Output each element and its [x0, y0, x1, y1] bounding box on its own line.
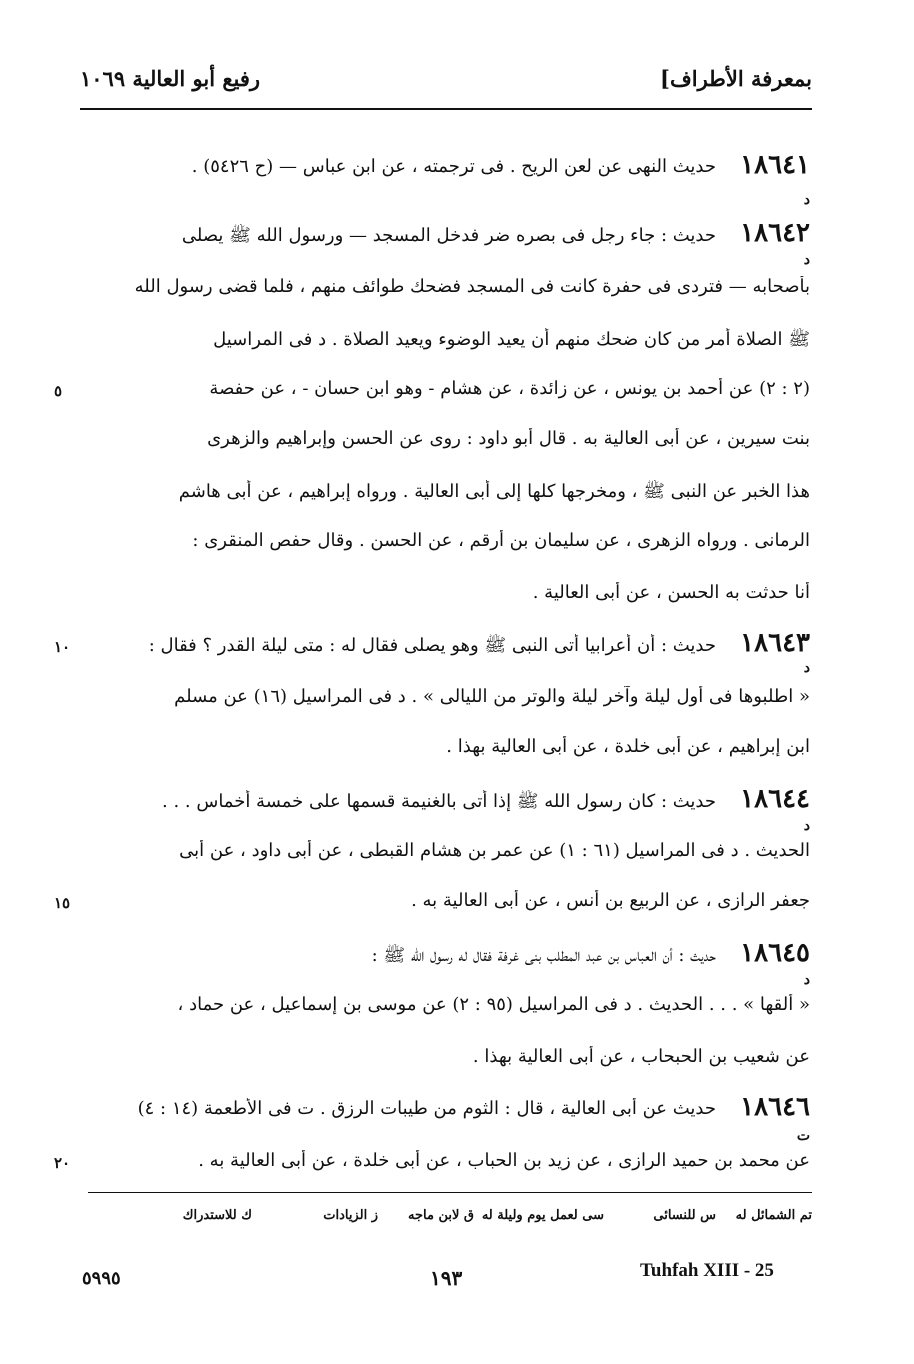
- entry-sigla-18643: د: [803, 660, 810, 676]
- entry-line: « ألقها » . . . الحديث . د فى المراسيل (٩٥ : ٢) عن موسى بن إسماعيل ، عن حماد ،: [177, 994, 810, 1015]
- entry-line: أنا حدثت به الحسن ، عن أبى العالية .: [532, 582, 810, 603]
- entry-line: حديث : كان رسول الله ﷺ إذا أتى بالغنيمة قسمها على خمسة أخماس . . .: [162, 791, 716, 812]
- entry-line: « اطلبوها فى أول ليلة وآخر ليلة والوتر من الليالى » . د فى المراسيل (١٦) عن مسلم: [174, 686, 810, 707]
- entry-number-18645: ١٨٦٤٥: [740, 938, 810, 968]
- abbreviation-key: تم الشمائل له: [735, 1208, 812, 1223]
- margin-line-number: ١٠: [54, 638, 71, 656]
- entry-line: حديث النهى عن لعن الريح . فى ترجمته ، عن ابن عباس — (ح ٥٤٢٦) .: [191, 156, 716, 177]
- header-narrator-title: رفيع أبو العالية ١٠٦٩: [80, 66, 261, 91]
- abbreviation-key: ز الزيادات: [323, 1208, 378, 1223]
- margin-line-number: ٢٠: [54, 1154, 71, 1172]
- entry-line: الرمانى . ورواه الزهرى ، عن سليمان بن أرقم ، عن الحسن . وقال حفص المنقرى :: [192, 530, 810, 551]
- volume-signature: Tuhfah XIII - 25: [640, 1260, 774, 1281]
- abbreviation-key: ك للاستدراك: [182, 1208, 252, 1223]
- entry-line: بأصحابه — فتردى فى حفرة كانت فى المسجد فضحك طوائف منهم ، فلما قضى رسول الله: [134, 276, 810, 297]
- margin-line-number: ٥: [54, 382, 63, 400]
- entry-line: ﷺ الصلاة أمر من كان ضحك منهم أن يعيد الوضوء ويعيد الصلاة . د فى المراسيل: [213, 329, 810, 350]
- entry-line: حديث : جاء رجل فى بصره ضر فدخل المسجد — ورسول الله ﷺ يصلى: [181, 225, 716, 246]
- entry-sigla-18646: ت: [796, 1128, 810, 1144]
- entry-number-18643: ١٨٦٤٣: [740, 628, 810, 658]
- entry-line: الحديث . د فى المراسيل (٦١ : ١) عن عمر بن هشام القبطى ، عن أبى داود ، عن أبى: [179, 840, 810, 861]
- entry-number-18642: ١٨٦٤٢: [740, 218, 810, 248]
- entry-number-18644: ١٨٦٤٤: [740, 784, 810, 814]
- entry-line: حديث : أن أعرابيا أتى النبى ﷺ وهو يصلى فقال له : متى ليلة القدر ؟ فقال :: [148, 635, 716, 656]
- entry-sigla-18641: د: [803, 192, 810, 208]
- running-header: [80, 62, 812, 102]
- footer-reference-number: ٥٩٩٥: [82, 1268, 121, 1289]
- entry-line: هذا الخبر عن النبى ﷺ ، ومخرجها كلها إلى أبى العالية . ورواه إبراهيم ، عن أبى هاشم: [178, 481, 810, 502]
- entry-line: عن محمد بن حميد الرازى ، عن زيد بن الحباب ، عن أبى خلدة ، عن أبى العالية به .: [198, 1150, 810, 1171]
- entry-line: ابن إبراهيم ، عن أبى خلدة ، عن أبى العالية بهذا .: [446, 736, 810, 757]
- margin-line-number: ١٥: [54, 894, 71, 912]
- entry-sigla-18644: د: [803, 818, 810, 834]
- entry-sigla-18645: د: [803, 972, 810, 988]
- entry-number-18646: ١٨٦٤٦: [740, 1092, 810, 1122]
- page-number: ١٩٣: [430, 1266, 463, 1290]
- footnote-rule: [88, 1192, 812, 1193]
- abbreviation-key: سى لعمل يوم وليلة له: [481, 1208, 604, 1223]
- entry-line: (٢ : ٢) عن أحمد بن يونس ، عن زائدة ، عن هشام - وهو ابن حسان - ، عن حفصة: [209, 378, 810, 399]
- entry-sigla-18642: د: [803, 252, 810, 268]
- entry-line: حديث : أن العباس بن عبد المطلب بنى غرفة فقال له رسول الله ﷺ :: [371, 945, 716, 966]
- header-rule: [80, 108, 812, 110]
- entry-line: عن شعيب بن الحبحاب ، عن أبى العالية بهذا .: [472, 1046, 810, 1067]
- abbreviation-key: س للنسائى: [653, 1208, 716, 1223]
- abbreviation-key: ق لابن ماجه: [408, 1208, 474, 1223]
- entry-number-18641: ١٨٦٤١: [740, 150, 810, 180]
- entry-line: جعفر الرازى ، عن الربيع بن أنس ، عن أبى العالية به .: [411, 890, 810, 911]
- header-section-title: بمعرفة الأطراف]: [660, 66, 812, 91]
- entry-line: حديث عن أبى العالية ، قال : الثوم من طيبات الرزق . ت فى الأطعمة (١٤ : ٤): [137, 1098, 716, 1119]
- entry-line: بنت سيرين ، عن أبى العالية به . قال أبو داود : روى عن الحسن وإبراهيم والزهرى: [207, 428, 810, 449]
